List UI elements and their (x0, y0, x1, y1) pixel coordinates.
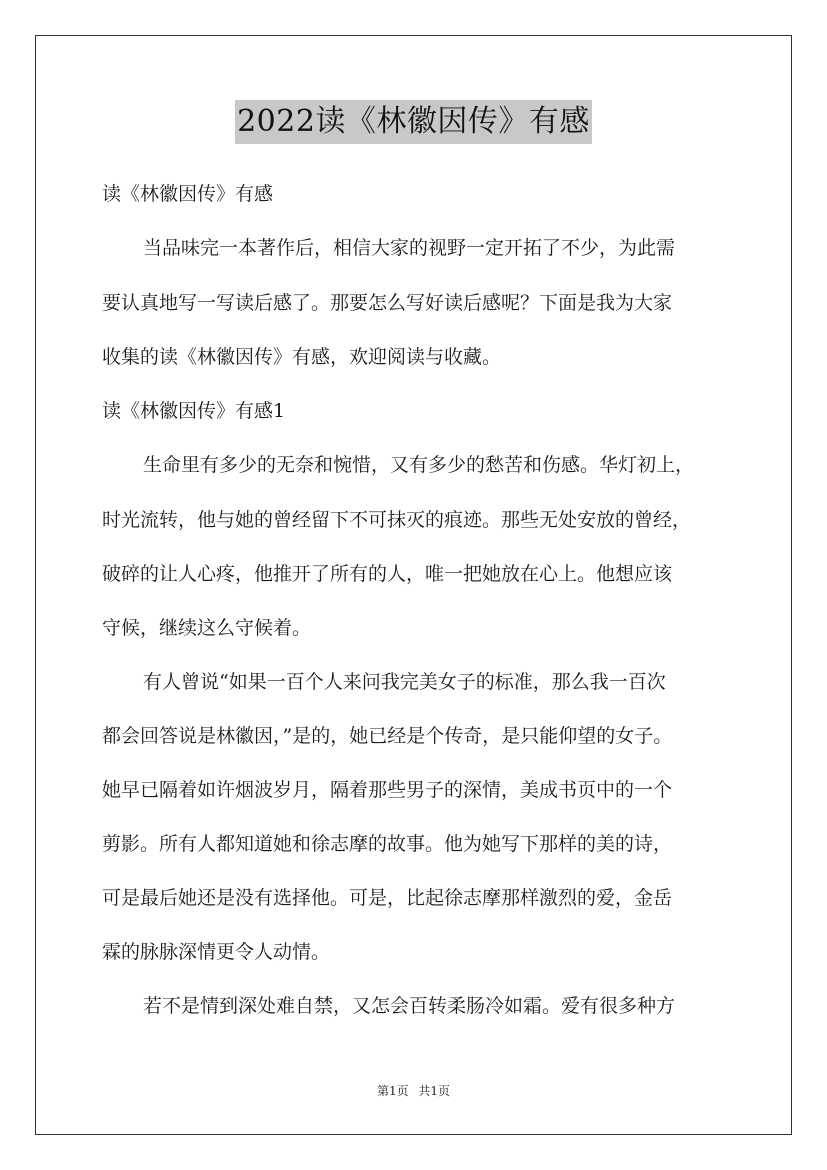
paragraph-line: 她早已隔着如许烟波岁月，隔着那些男子的深情，美成书页中的一个 (102, 779, 673, 801)
paragraph-line: 可是最后她还是没有选择他。可是，比起徐志摩那样激烈的爱，金岳 (102, 887, 673, 909)
page-footer (0, 1082, 827, 1099)
title-container (0, 100, 827, 144)
page-total: 共1页 (418, 1084, 451, 1098)
document-title: 2022读《林徽因传》有感 (235, 100, 592, 144)
paragraph-line: 都会回答说是林徽因，”是的，她已经是个传奇，是只能仰望的女子。 (102, 725, 673, 747)
paragraph-line: 守候，继续这么守候着。 (102, 617, 312, 639)
section-heading: 读《林徽因传》有感1 (102, 400, 286, 422)
page-number: 第1页 (376, 1084, 409, 1098)
paragraph-line: 要认真地写一写读后感了。那要怎么写好读后感呢？下面是我为大家 (102, 292, 673, 314)
paragraph-line: 有人曾说“如果一百个人来问我完美女子的标准，那么我一百次 (143, 671, 666, 693)
paragraph-line: 生命里有多少的无奈和惋惜，又有多少的愁苦和伤感。华灯初上， (143, 454, 695, 476)
paragraph-line: 剪影。所有人都知道她和徐志摩的故事。他为她写下那样的美的诗， (102, 833, 673, 855)
section-heading: 读《林徽因传》有感 (102, 183, 274, 205)
paragraph-line: 若不是情到深处难自禁，又怎会百转柔肠冷如霜。爱有很多种方 (143, 995, 676, 1017)
paragraph-line: 时光流转，他与她的曾经留下不可抹灭的痕迹。那些无处安放的曾经， (102, 509, 692, 531)
paragraph-line: 破碎的让人心疼，他推开了所有的人，唯一把她放在心上。他想应该 (102, 563, 673, 585)
paragraph-line: 当品味完一本著作后，相信大家的视野一定开拓了不少，为此需 (143, 237, 676, 259)
paragraph-line: 霖的脉脉深情更令人动情。 (102, 941, 331, 963)
paragraph-line: 收集的读《林徽因传》有感，欢迎阅读与收藏。 (102, 346, 502, 368)
